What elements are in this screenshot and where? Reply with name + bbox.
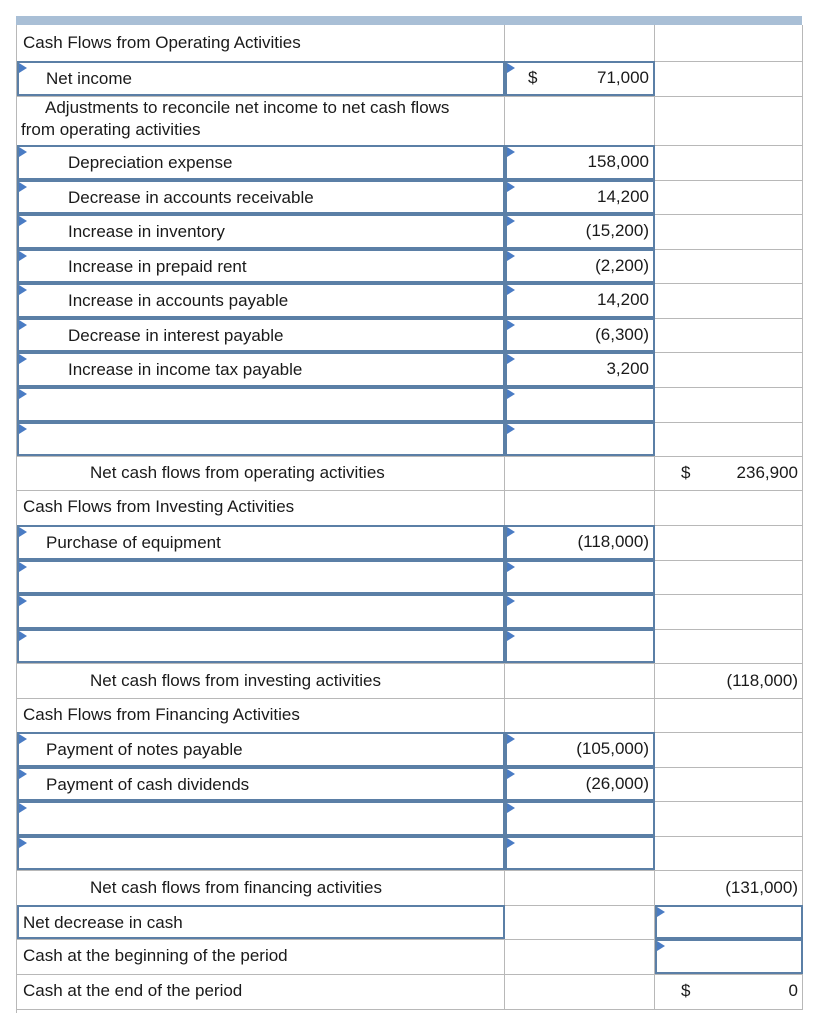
adjustment-label-field[interactable] (17, 145, 505, 180)
input-flag-icon (507, 838, 515, 848)
empty-amount-field[interactable] (505, 594, 655, 629)
input-flag-icon (507, 285, 515, 295)
adjustment-amount-field[interactable] (505, 283, 655, 318)
adjustment-label: Increase in prepaid rent (68, 257, 247, 276)
adjustment-label: Depreciation expense (68, 153, 233, 172)
cash-end-value: 0 (788, 981, 798, 1000)
financing-item-col3 (655, 767, 803, 801)
adjustment-amount-field[interactable] (505, 214, 655, 249)
adjustment-col3 (655, 145, 803, 180)
net-operating-row (17, 456, 803, 491)
cash-end-dollar-sign: $ (681, 981, 691, 1000)
cash-end-row (17, 974, 803, 1010)
input-flag-icon (19, 562, 27, 572)
empty-input-row (17, 836, 803, 871)
adjustments-label-col3 (655, 96, 803, 145)
net-income-amount-field[interactable] (505, 61, 655, 96)
cash-beginning-row (17, 939, 803, 975)
input-flag-icon (19, 63, 27, 73)
financing-item-row (17, 732, 803, 768)
empty-amount-field[interactable] (505, 836, 655, 870)
input-flag-icon (19, 734, 27, 744)
adjustment-label-field[interactable] (17, 214, 505, 249)
empty-amount-field[interactable] (505, 801, 655, 836)
financing-header: Cash Flows from Financing Activities (23, 705, 300, 724)
empty-amount-field[interactable] (505, 422, 655, 456)
financing-header-cell (17, 698, 505, 732)
net-decrease-row (17, 905, 803, 940)
input-flag-icon (507, 734, 515, 744)
input-flag-icon (19, 424, 27, 434)
empty-label-field[interactable] (17, 560, 505, 594)
investing-item-value: (118,000) (577, 532, 649, 551)
investing-header: Cash Flows from Investing Activities (23, 497, 295, 516)
adjustment-value: 14,200 (597, 290, 649, 309)
adjustment-value: (15,200) (585, 221, 649, 240)
input-flag-icon (19, 803, 27, 813)
input-flag-icon (19, 527, 27, 537)
investing-amount-field[interactable] (505, 525, 655, 560)
sheet-top-bar (16, 16, 802, 25)
empty-amount-field[interactable] (505, 560, 655, 594)
financing-item-value: (105,000) (576, 739, 649, 758)
financing-label-field[interactable] (17, 767, 505, 801)
net-income-dollar-sign: $ (528, 68, 538, 87)
adjustment-row (17, 352, 803, 388)
empty-col3 (655, 422, 803, 456)
net-decrease-amount-field[interactable] (655, 905, 803, 939)
adjustments-label-cell (17, 96, 505, 145)
financing-header-col3 (655, 698, 803, 732)
investing-item-col3 (655, 525, 803, 560)
empty-label-field[interactable] (17, 387, 505, 422)
adjustment-col3 (655, 352, 803, 387)
empty-col3 (655, 836, 803, 870)
adjustment-amount-field[interactable] (505, 145, 655, 180)
net-operating-label: Net cash flows from operating activities (90, 463, 385, 482)
adjustment-label: Increase in income tax payable (68, 360, 303, 379)
adjustments-label-row (17, 96, 803, 146)
input-flag-icon (507, 251, 515, 261)
net-financing-value: (131,000) (725, 878, 798, 897)
adjustment-col3 (655, 318, 803, 352)
financing-item-value: (26,000) (585, 774, 649, 793)
input-flag-icon (507, 769, 515, 779)
net-operating-label-cell (17, 456, 505, 490)
investing-header-cell (17, 490, 505, 525)
adjustments-label-col2 (505, 96, 655, 145)
adjustment-value: (2,200) (595, 256, 649, 275)
financing-header-col2 (505, 698, 655, 732)
input-flag-icon (507, 803, 515, 813)
adjustment-row (17, 318, 803, 353)
input-flag-icon (507, 389, 515, 399)
adjustment-amount-field[interactable] (505, 180, 655, 214)
input-flag-icon (507, 320, 515, 330)
input-flag-icon (507, 562, 515, 572)
net-income-row (17, 61, 803, 97)
net-income-label: Net income (46, 69, 132, 88)
net-investing-label: Net cash flows from investing activities (90, 671, 381, 690)
empty-col3 (655, 594, 803, 629)
empty-input-row (17, 801, 803, 837)
adjustment-value: (6,300) (595, 325, 649, 344)
investing-item-row (17, 525, 803, 561)
operating-header: Cash Flows from Operating Activities (23, 33, 301, 52)
empty-input-row (17, 387, 803, 423)
financing-label-field[interactable] (17, 732, 505, 767)
empty-input-row (17, 629, 803, 664)
net-income-value: 71,000 (597, 68, 649, 87)
empty-amount-field[interactable] (505, 387, 655, 422)
adjustment-amount-field[interactable] (505, 352, 655, 387)
input-flag-icon (19, 182, 27, 192)
empty-col3 (655, 801, 803, 836)
input-flag-icon (19, 631, 27, 641)
input-flag-icon (507, 216, 515, 226)
adjustment-col3 (655, 249, 803, 283)
adjustment-row (17, 283, 803, 319)
empty-amount-field[interactable] (505, 629, 655, 663)
cash-beginning-amount-field[interactable] (655, 939, 803, 974)
adjustment-col3 (655, 214, 803, 249)
cash-beginning-label: Cash at the beginning of the period (23, 946, 288, 965)
cash-end-col2 (505, 974, 655, 1009)
investing-header-row (17, 490, 803, 526)
input-flag-icon (19, 769, 27, 779)
input-flag-icon (19, 389, 27, 399)
financing-amount-field[interactable] (505, 732, 655, 767)
input-flag-icon (507, 424, 515, 434)
operating-header-cell (17, 25, 505, 61)
financing-item-label: Payment of cash dividends (46, 775, 250, 794)
input-flag-icon (507, 63, 515, 73)
input-flag-icon (19, 147, 27, 157)
adjustment-label-field[interactable] (17, 318, 505, 352)
net-investing-label-cell (17, 663, 505, 698)
adjustment-value: 158,000 (587, 152, 649, 171)
adjustment-row (17, 249, 803, 284)
cash-beginning-col2 (505, 939, 655, 974)
net-investing-col2 (505, 663, 655, 698)
cash-end-label: Cash at the end of the period (23, 981, 243, 1000)
input-flag-icon (507, 527, 515, 537)
empty-input-row (17, 594, 803, 630)
net-income-label-field[interactable] (17, 61, 505, 96)
input-flag-icon (657, 907, 665, 917)
net-decrease-label-field[interactable] (17, 905, 505, 939)
cash-flow-statement (16, 25, 803, 1013)
investing-header-col2 (505, 490, 655, 525)
adjustment-amount-field[interactable] (505, 249, 655, 283)
net-financing-row (17, 870, 803, 906)
operating-header-col3 (655, 25, 803, 61)
adjustment-label: Increase in accounts payable (68, 291, 289, 310)
net-operating-dollar-sign: $ (681, 463, 691, 482)
empty-col3 (655, 387, 803, 422)
empty-label-field[interactable] (17, 594, 505, 629)
net-investing-value: (118,000) (726, 671, 798, 690)
adjustment-label: Decrease in accounts receivable (68, 188, 314, 207)
cash-end-label-cell (17, 974, 505, 1009)
investing-header-col3 (655, 490, 803, 525)
net-income-col3 (655, 61, 803, 96)
net-financing-col2 (505, 870, 655, 905)
empty-label-field[interactable] (17, 629, 505, 663)
adjustment-label-field[interactable] (17, 283, 505, 318)
empty-input-row (17, 422, 803, 457)
input-flag-icon (19, 216, 27, 226)
empty-label-field[interactable] (17, 836, 505, 870)
cash-end-total-cell (655, 974, 803, 1009)
net-operating-col2 (505, 456, 655, 490)
investing-item-label: Purchase of equipment (46, 533, 221, 552)
input-flag-icon (19, 251, 27, 261)
adjustment-row (17, 145, 803, 181)
adjustment-amount-field[interactable] (505, 318, 655, 352)
adjustment-value: 3,200 (606, 359, 649, 378)
input-flag-icon (19, 354, 27, 364)
empty-col3 (655, 560, 803, 594)
net-financing-total-cell (655, 870, 803, 905)
input-flag-icon (19, 596, 27, 606)
empty-col3 (655, 629, 803, 663)
empty-label-field[interactable] (17, 801, 505, 836)
investing-label-field[interactable] (17, 525, 505, 560)
input-flag-icon (507, 354, 515, 364)
input-flag-icon (507, 147, 515, 157)
operating-header-col2 (505, 25, 655, 61)
net-decrease-label: Net decrease in cash (23, 913, 183, 932)
adjustment-value: 14,200 (597, 187, 649, 206)
financing-item-col3 (655, 732, 803, 767)
financing-item-label: Payment of notes payable (46, 740, 243, 759)
financing-item-row (17, 767, 803, 802)
adjustment-row (17, 214, 803, 250)
empty-label-field[interactable] (17, 422, 505, 456)
net-investing-row (17, 663, 803, 699)
adjustment-row (17, 180, 803, 215)
net-financing-label: Net cash flows from financing activities (90, 878, 382, 897)
financing-amount-field[interactable] (505, 767, 655, 801)
operating-header-row (17, 25, 803, 62)
adjustment-col3 (655, 180, 803, 214)
input-flag-icon (19, 838, 27, 848)
net-operating-value: 236,900 (736, 463, 798, 482)
adjustments-label: Adjustments to reconcile net income to net cash flows from operating activities (21, 98, 450, 139)
input-flag-icon (507, 182, 515, 192)
input-flag-icon (507, 631, 515, 641)
adjustment-label-field[interactable] (17, 180, 505, 214)
adjustment-label-field[interactable] (17, 352, 505, 387)
input-flag-icon (19, 285, 27, 295)
input-flag-icon (507, 596, 515, 606)
net-financing-label-cell (17, 870, 505, 905)
adjustment-label: Decrease in interest payable (68, 326, 284, 345)
empty-input-row (17, 560, 803, 595)
net-investing-total-cell (655, 663, 803, 698)
net-decrease-col2 (505, 905, 655, 939)
input-flag-icon (657, 941, 665, 951)
input-flag-icon (19, 320, 27, 330)
net-operating-total-cell (655, 456, 803, 490)
adjustment-label: Increase in inventory (68, 222, 225, 241)
adjustment-label-field[interactable] (17, 249, 505, 283)
cash-beginning-label-cell (17, 939, 505, 974)
adjustment-col3 (655, 283, 803, 318)
financing-header-row (17, 698, 803, 733)
